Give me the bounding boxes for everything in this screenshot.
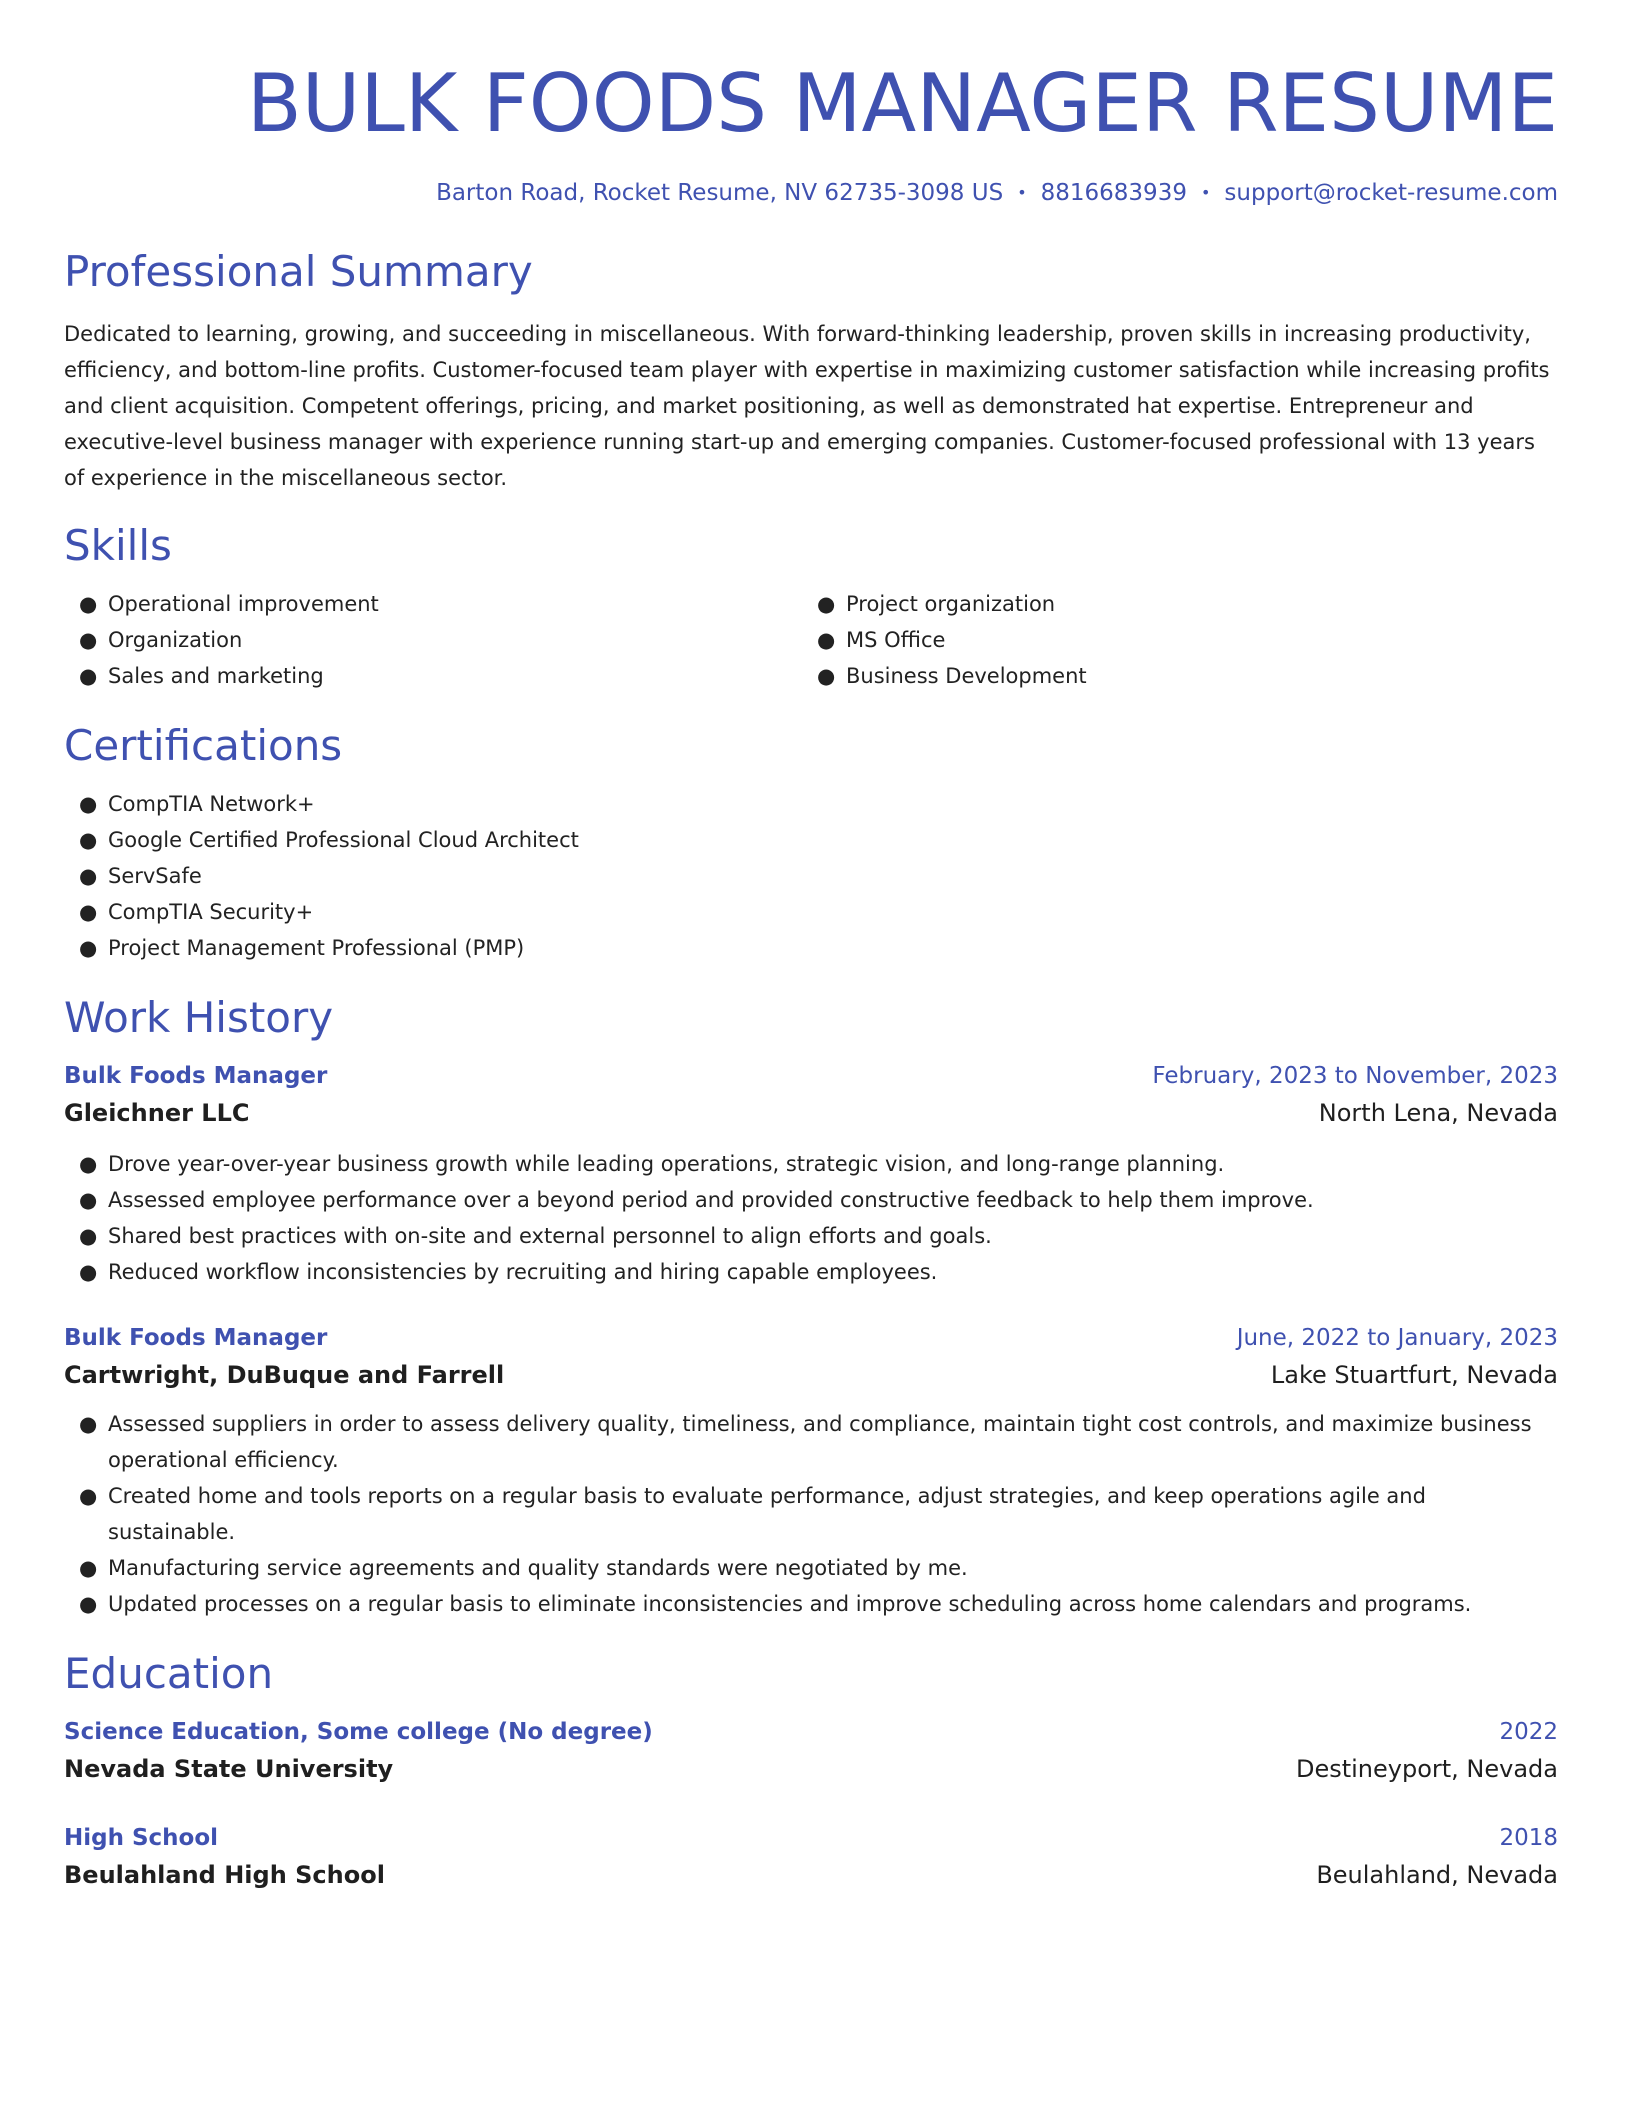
bullet-icon: ● <box>79 1188 98 1212</box>
education-degree: High School <box>64 1825 219 1851</box>
list-item: ● Project organization <box>802 586 1540 622</box>
list-item: ● Operational improvement <box>64 586 802 622</box>
job-title: Bulk Foods Manager <box>64 1063 328 1089</box>
job-company: Gleichner LLC <box>64 1099 250 1127</box>
job-header <box>64 1320 1558 1356</box>
bullet-icon: ● <box>817 628 836 652</box>
contact-email[interactable]: support@rocket-resume.com <box>1224 180 1558 206</box>
education-subheader <box>64 1750 1558 1788</box>
skills-list-left <box>64 586 802 694</box>
bullet-icon: ● <box>79 664 98 688</box>
education-school: Beulahland High School <box>64 1861 385 1889</box>
job-subheader <box>64 1356 1558 1394</box>
bullet-icon: ● <box>79 1592 98 1616</box>
education-year: 2022 <box>1499 1719 1558 1745</box>
education-school: Nevada State University <box>64 1755 394 1783</box>
list-item: ● Updated processes on a regular basis to eliminate inconsistencies and improve scheduling across home calendars and programs. <box>64 1586 1558 1622</box>
bullet-icon: ● <box>79 936 98 960</box>
job-dates: February, 2023 to November, 2023 <box>1152 1063 1558 1089</box>
bullet-icon: ● <box>79 628 98 652</box>
list-item: ● Created home and tools reports on a regular basis to evaluate performance, adjust strategies, and keep operations agile and sustainable. <box>64 1478 1558 1550</box>
education-degree: Science Education, Some college (No degree) <box>64 1719 653 1745</box>
skills-list-right <box>802 586 1540 694</box>
job-location: Lake Stuartfurt, Nevada <box>1270 1361 1558 1389</box>
education-header <box>64 1820 1558 1856</box>
bullet-icon: ● <box>79 1260 98 1284</box>
job-title: Bulk Foods Manager <box>64 1325 328 1351</box>
certifications-section <box>64 720 1558 966</box>
bullet-icon: ● <box>817 592 836 616</box>
education-entry <box>64 1714 1558 1788</box>
bullet-icon: ● <box>79 1152 98 1176</box>
list-item: ● Business Development <box>802 658 1540 694</box>
contact-separator: • <box>1200 183 1211 202</box>
job-entry <box>64 1058 1558 1290</box>
contact-separator: • <box>1017 183 1027 202</box>
certifications-heading: Certifications <box>64 721 343 770</box>
contact-phone: 8816683939 <box>1040 180 1187 206</box>
bullet-icon: ● <box>79 1412 98 1436</box>
education-location: Beulahland, Nevada <box>1316 1861 1558 1889</box>
summary-text: Dedicated to learning, growing, and succeeding in miscellaneous. With forward-thinking leadership, proven skills in increasing productivity, efficiency, and bottom-line profits. Customer-focused team player with expertise in maximizing customer satisfaction while increasing profits and client acquisition. Competent offerings, pricing, and market positioning, as well as demonstrated hat expertise. Entrepreneur and executive-level business manager with experience running start-up and emerging companies. Customer-focused professional with 13 years of experience in the miscellaneous sector. <box>64 322 1550 490</box>
list-item: ● CompTIA Network+ <box>64 786 1558 822</box>
skills-section <box>64 520 1558 694</box>
resume-title: BULK FOODS MANAGER RESUME <box>246 57 1558 150</box>
bullet-icon: ● <box>817 664 836 688</box>
skills-columns <box>64 586 1558 694</box>
job-subheader <box>64 1094 1558 1132</box>
job-bullets <box>64 1146 1558 1290</box>
list-item: ● Assessed employee performance over a beyond period and provided constructive feedback to help them improve. <box>64 1182 1558 1218</box>
education-section <box>64 1648 1558 1894</box>
education-year: 2018 <box>1499 1825 1558 1851</box>
list-item: ● Project Management Professional (PMP) <box>64 930 1558 966</box>
education-heading: Education <box>64 1649 274 1698</box>
bullet-icon: ● <box>79 792 98 816</box>
bullet-icon: ● <box>79 864 98 888</box>
list-item: ● Manufacturing service agreements and quality standards were negotiated by me. <box>64 1550 1558 1586</box>
job-header <box>64 1058 1558 1094</box>
education-header <box>64 1714 1558 1750</box>
education-subheader <box>64 1856 1558 1894</box>
list-item: ● Google Certified Professional Cloud Architect <box>64 822 1558 858</box>
list-item: ● ServSafe <box>64 858 1558 894</box>
contact-address: Barton Road, Rocket Resume, NV 62735-3098 US <box>436 180 1004 206</box>
summary-heading: Professional Summary <box>64 247 533 296</box>
work-history-heading: Work History <box>64 993 334 1042</box>
summary-section <box>64 246 1558 496</box>
list-item: ● CompTIA Security+ <box>64 894 1558 930</box>
job-company: Cartwright, DuBuque and Farrell <box>64 1361 505 1389</box>
list-item: ● Assessed suppliers in order to assess delivery quality, timeliness, and compliance, maintain tight cost controls, and maximize business operational efficiency. <box>64 1406 1558 1478</box>
contact-line <box>64 178 1558 208</box>
education-entry <box>64 1820 1558 1894</box>
bullet-icon: ● <box>79 828 98 852</box>
skills-heading: Skills <box>64 521 172 570</box>
work-history-section <box>64 992 1558 1622</box>
list-item: ● Reduced workflow inconsistencies by recruiting and hiring capable employees. <box>64 1254 1558 1290</box>
job-bullets <box>64 1406 1558 1622</box>
bullet-icon: ● <box>79 1484 98 1508</box>
bullet-icon: ● <box>79 1224 98 1248</box>
bullet-icon: ● <box>79 900 98 924</box>
certifications-list <box>64 786 1558 966</box>
job-location: North Lena, Nevada <box>1318 1099 1558 1127</box>
education-location: Destineyport, Nevada <box>1295 1755 1558 1783</box>
job-entry <box>64 1320 1558 1622</box>
list-item: ● Sales and marketing <box>64 658 802 694</box>
list-item: ● Organization <box>64 622 802 658</box>
list-item: ● Drove year-over-year business growth while leading operations, strategic vision, and long-range planning. <box>64 1146 1558 1182</box>
job-dates: June, 2022 to January, 2023 <box>1236 1325 1558 1351</box>
bullet-icon: ● <box>79 1556 98 1580</box>
list-item: ● MS Office <box>802 622 1540 658</box>
list-item: ● Shared best practices with on-site and external personnel to align efforts and goals. <box>64 1218 1558 1254</box>
bullet-icon: ● <box>79 592 98 616</box>
resume-page <box>64 0 1558 1894</box>
